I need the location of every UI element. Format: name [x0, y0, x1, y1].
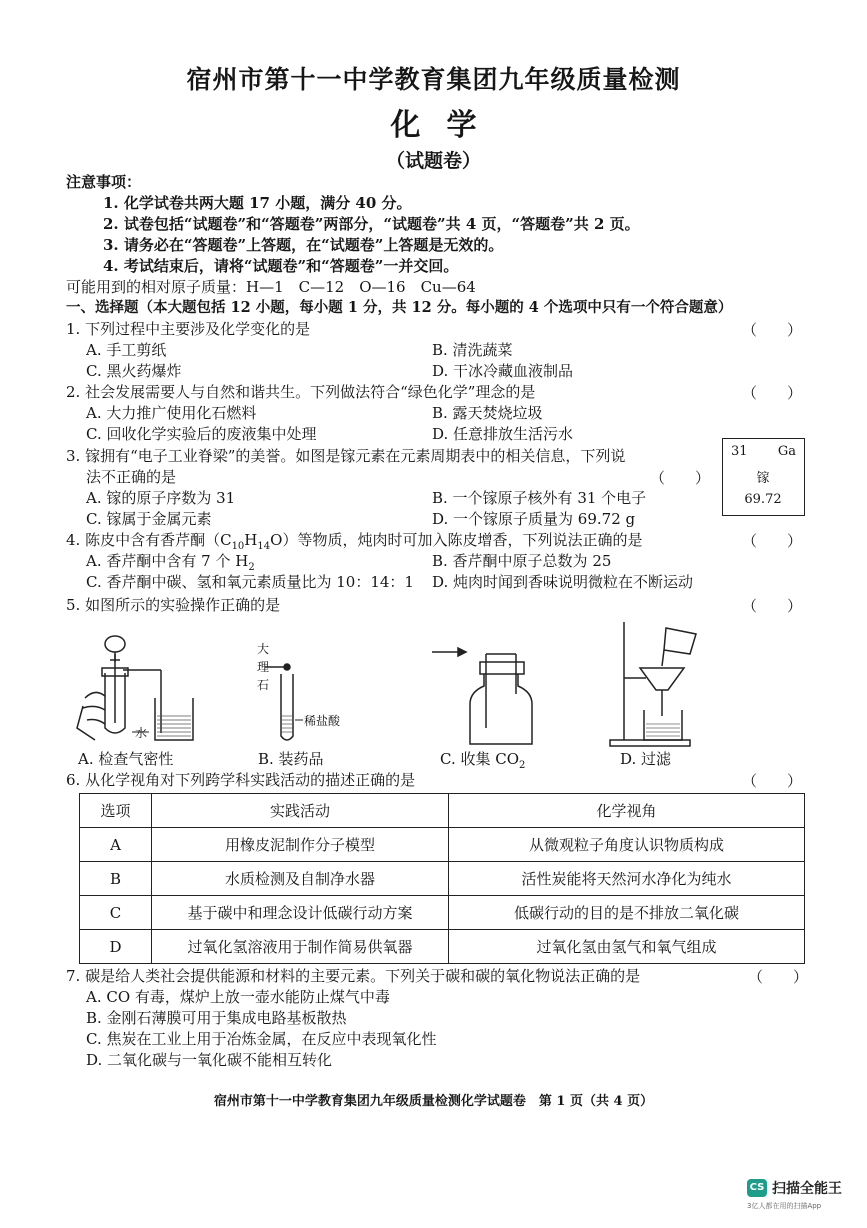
answer-blank[interactable]: （ ） — [742, 384, 803, 402]
option-a: A. 镓的原子序数为 31 — [86, 489, 236, 507]
option-a: A. 手工剪纸 — [86, 341, 167, 359]
question-3-stem-cont: 法不正确的是 — [86, 468, 177, 486]
option-d: D. 一个镓原子质量为 69.72 g — [432, 510, 636, 528]
table-cell: D — [80, 930, 152, 964]
notice-heading: 注意事项： — [66, 173, 142, 191]
element-card-gallium — [722, 438, 805, 516]
option-d: D. 炖肉时闻到香味说明微粒在不断运动 — [432, 573, 694, 591]
label-marble: 大理石 — [257, 642, 270, 692]
element-symbol: Ga — [777, 444, 796, 459]
label-dilute-hcl: 稀盐酸 — [304, 714, 341, 728]
table-cell: 过氧化氢溶液用于制作简易供氧器 — [152, 930, 449, 964]
table-cell: A — [80, 828, 152, 862]
option-b: B. 香芹酮中原子总数为 25 — [432, 552, 612, 570]
table-cell: 过氧化氢由氢气和氧气组成 — [449, 930, 805, 964]
table-row — [80, 828, 805, 862]
table-row — [80, 930, 805, 964]
answer-blank[interactable]: （ ） — [742, 772, 803, 790]
option-a: A. 大力推广使用化石燃料 — [86, 404, 257, 422]
caption-d: D. 过滤 — [620, 750, 672, 768]
answer-blank[interactable]: （ ） — [742, 321, 803, 339]
table-cell: C — [80, 896, 152, 930]
paper-type: （试题卷） — [385, 150, 481, 172]
scanner-watermark — [747, 1178, 842, 1198]
question-2-stem: 2. 社会发展需要人与自然和谐共生。下列做法符合“绿色化学”理念的是 — [66, 383, 536, 401]
option-c: C. 镓属于金属元素 — [86, 510, 212, 528]
element-name: 镓 — [756, 471, 770, 486]
option-a: A. CO 有毒，煤炉上放一壶水能防止煤气中毒 — [86, 988, 390, 1006]
notice-item: 1. 化学试卷共两大题 17 小题，满分 40 分。 — [103, 194, 412, 212]
table-cell: 基于碳中和理念设计低碳行动方案 — [152, 896, 449, 930]
table-cell: 活性炭能将天然河水净化为纯水 — [449, 862, 805, 896]
option-c: C. 焦炭在工业上用于冶炼金属，在反应中表现氧化性 — [86, 1030, 437, 1048]
atomic-number: 31 — [731, 444, 748, 459]
table-header: 选项 — [80, 794, 152, 828]
option-b: B. 一个镓原子核外有 31 个电子 — [432, 489, 647, 507]
answer-blank[interactable]: （ ） — [742, 597, 803, 615]
camscanner-logo-icon: CS — [747, 1179, 767, 1197]
question-7-stem: 7. 碳是给人类社会提供能源和材料的主要元素。下列关于碳和碳的氧化物说法正确的是 — [66, 967, 641, 985]
question-6-table — [79, 793, 805, 964]
notice-item: 2. 试卷包括“试题卷”和“答题卷”两部分，“试题卷”共 4 页，“答题卷”共 2 页。 — [103, 215, 640, 233]
page-footer: 宿州市第十一中学教育集团九年级质量检测化学试题卷 第 1 页（共 4 页） — [213, 1094, 654, 1109]
option-d: D. 任意排放生活污水 — [432, 425, 574, 443]
table-cell: 用橡皮泥制作分子模型 — [152, 828, 449, 862]
atomic-masses: 可能用到的相对原子质量：H—1 C—12 O—16 Cu—64 — [66, 278, 476, 296]
option-c: C. 黑火药爆炸 — [86, 362, 182, 380]
figure-collect-co2 — [430, 636, 550, 748]
table-header: 实践活动 — [152, 794, 449, 828]
option-d: D. 二氧化碳与一氧化碳不能相互转化 — [86, 1051, 333, 1069]
option-b: B. 露天焚烧垃圾 — [432, 404, 543, 422]
table-cell: B — [80, 862, 152, 896]
table-header: 化学视角 — [449, 794, 805, 828]
option-c: C. 香芹酮中碳、氢和氧元素质量比为 10：14：1 — [86, 573, 414, 591]
question-5-stem: 5. 如图所示的实验操作正确的是 — [66, 596, 281, 614]
option-b: B. 清洗蔬菜 — [432, 341, 513, 359]
exam-title: 宿州市第十一中学教育集团九年级质量检测 — [186, 65, 681, 94]
table-cell: 低碳行动的目的是不排放二氧化碳 — [449, 896, 805, 930]
table-cell: 从微观粒子角度认识物质构成 — [449, 828, 805, 862]
option-d: D. 干冰冷藏血液制品 — [432, 362, 574, 380]
option-a: A. 香芹酮中含有 7 个 $H_2$ — [86, 552, 255, 573]
watermark-name: 扫描全能王 — [772, 1181, 842, 1197]
section-heading: 一、选择题（本大题包括 12 小题，每小题 1 分，共 12 分。每小题的 4 个选项中只有一个符合题意） — [66, 299, 733, 316]
caption-a: A. 检查气密性 — [78, 750, 174, 768]
caption-b: B. 装药品 — [258, 750, 324, 768]
option-b: B. 金刚石薄膜可用于集成电路基板散热 — [86, 1009, 347, 1027]
caption-c: C. 收集 $CO_2$ — [440, 750, 526, 771]
watermark-tagline: 3亿人都在用的扫描App — [747, 1202, 822, 1210]
answer-blank[interactable]: （ ） — [650, 469, 711, 487]
answer-blank[interactable]: （ ） — [742, 532, 803, 550]
option-c: C. 回收化学实验后的废液集中处理 — [86, 425, 317, 443]
figure-filtration — [600, 620, 710, 748]
notice-item: 4. 考试结束后，请将“试题卷”和“答题卷”一并交回。 — [103, 257, 459, 275]
label-water: 水 — [135, 726, 148, 740]
table-row — [80, 862, 805, 896]
question-6-stem: 6. 从化学视角对下列跨学科实践活动的描述正确的是 — [66, 771, 416, 789]
question-3-stem: 3. 镓拥有“电子工业脊梁”的美誉。如图是镓元素在元素周期表中的相关信息，下列说 — [66, 447, 626, 465]
table-row — [80, 896, 805, 930]
table-header-row — [80, 794, 805, 828]
atomic-mass: 69.72 — [744, 492, 782, 507]
answer-blank[interactable]: （ ） — [748, 968, 809, 986]
question-1-stem: 1. 下列过程中主要涉及化学变化的是 — [66, 320, 311, 338]
notice-item: 3. 请务必在“答题卷”上答题，在“试题卷”上答题是无效的。 — [103, 236, 504, 254]
question-4-stem: 4. 陈皮中含有香芹酮$(C_{10}H_{14}O)$等物质，炖肉时可加入陈皮增香，下列说法正确的是 — [66, 531, 643, 552]
table-cell: 水质检测及自制净水器 — [152, 862, 449, 896]
subject-title: 化学 — [390, 108, 503, 143]
